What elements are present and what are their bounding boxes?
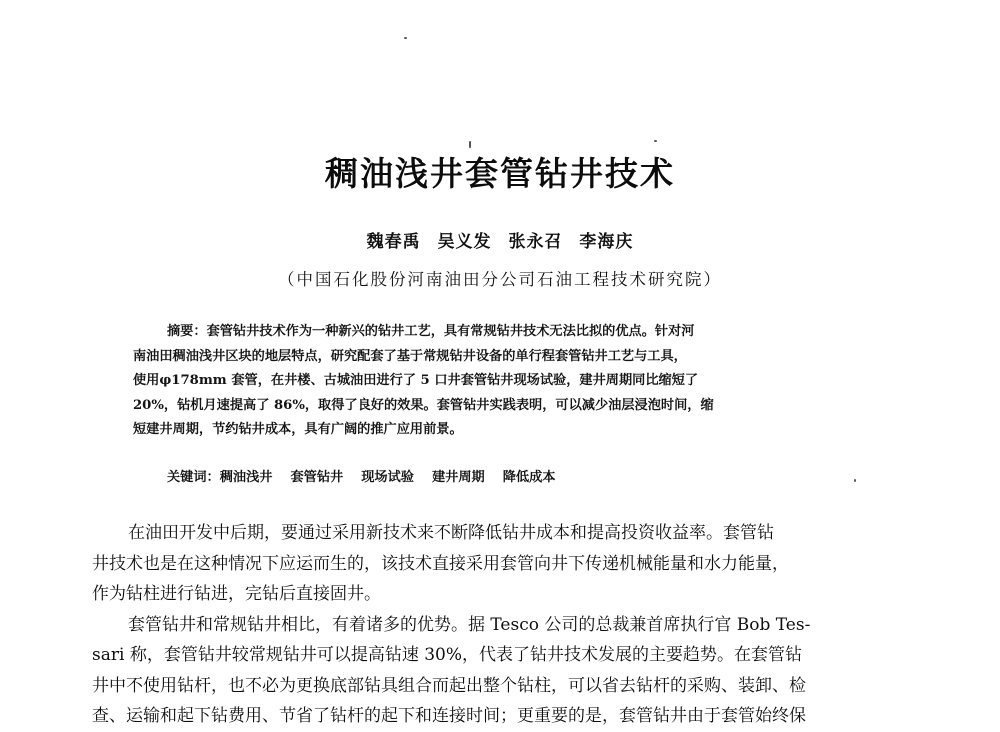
keyword: 现场试验 xyxy=(361,470,414,485)
abstract-line: 短建井周期，节约钻井成本，具有广阔的推广应用前景。 xyxy=(133,422,463,437)
keyword: 建井周期 xyxy=(432,470,485,485)
author-name: 吴义发 xyxy=(437,232,492,252)
scan-speck xyxy=(404,37,407,39)
scan-speck xyxy=(854,479,856,482)
scan-speck xyxy=(654,140,657,142)
author-name: 李海庆 xyxy=(579,232,634,252)
keywords-label: 关键词： xyxy=(167,470,220,485)
scan-speck xyxy=(469,141,471,148)
abstract-label: 摘要： xyxy=(167,324,207,339)
body-line: sari 称，套管钻井较常规钻井可以提高钻速 30%，代表了钻井技术发展的主要趋势。在套管钻 xyxy=(92,645,803,665)
abstract-line: 南油田稠油浅井区块的地层特点，研究配套了基于常规钻井设备的单行程套管钻井工艺与工具， xyxy=(133,348,687,364)
abstract-line: 摘要：套管钻井技术作为一种新兴的钻井工艺，具有常规钻井技术无法比拟的优点。针对河 xyxy=(167,324,695,339)
author-list xyxy=(0,227,1000,252)
author-name: 张永召 xyxy=(508,232,563,252)
body-text xyxy=(92,518,912,732)
abstract-line: 使用φ178mm 套管，在井楼、古城油田进行了 5 口井套管钻井现场试验，建井周期同比缩短了 xyxy=(133,373,699,388)
body-line: 井技术也是在这种情况下应运而生的，该技术直接采用套管向井下传递机械能量和水力能量， xyxy=(92,553,789,574)
keywords xyxy=(167,466,574,485)
body-line: 查、运输和起下钻费用、节省了钻杆的起下和连接时间；更重要的是，套管钻井由于套管始终保 xyxy=(92,706,806,726)
body-line: 套管钻井和常规钻井相比，有着诸多的优势。据 Tesco 公司的总裁兼首席执行官 Bob Tes- xyxy=(128,614,811,635)
keyword: 套管钻井 xyxy=(290,470,344,485)
body-line: 在油田开发中后期，要通过采用新技术来不断降低钻井成本和提高投资收益率。套管钻 xyxy=(128,523,774,543)
keyword: 降低成本 xyxy=(502,470,556,485)
author-affiliation: （中国石化股份河南油田分公司石油工程技术研究院） xyxy=(278,270,722,289)
body-line: 作为钻柱进行钻进，完钻后直接固井。 xyxy=(92,584,381,604)
paper-title: 稠油浅井套管钻井技术 xyxy=(325,154,675,193)
body-line: 井中不使用钻杆，也不必为更换底部钻具组合而起出整个钻柱，可以省去钻杆的采购、装卸、检 xyxy=(92,675,806,696)
abstract xyxy=(133,320,871,443)
abstract-line: 20%，钻机月速提高了 86%，取得了良好的效果。套管钻井实践表明，可以减少油层浸泡时间，缩 xyxy=(133,397,714,413)
keyword: 稠油浅井 xyxy=(219,470,273,485)
author-name: 魏春禹 xyxy=(366,232,421,252)
